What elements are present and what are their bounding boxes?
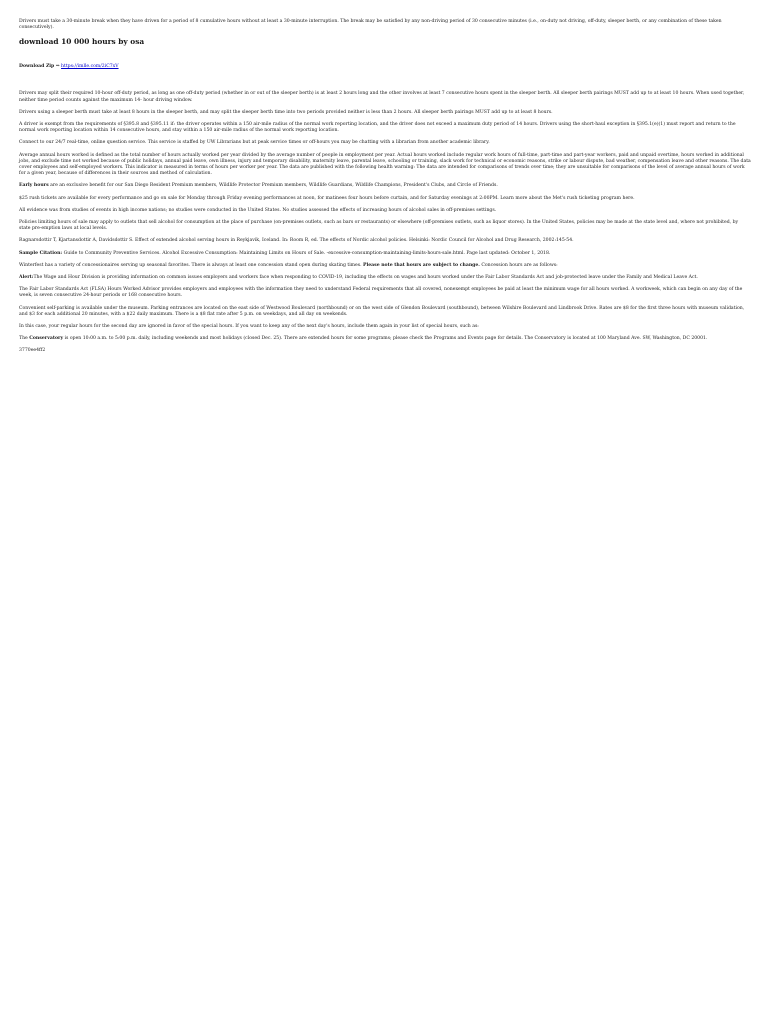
paragraph-split-off-duty: Drivers may split their required 10-hour off-duty period, as long as one off-duty period (whether in or out of the sleeper berth) is at least 2 hours long and the other involves at least 7 consecutive hours spent in the sleeper berth. All sleeper berth pairings MUST add up to at least 10 hours. When used together, neither time period counts against the maximum 14- hour driving window.: [19, 91, 745, 103]
paragraph-alert: [19, 275, 751, 281]
paragraph-early-hours: [19, 183, 751, 189]
download-label: Download Zip: [19, 64, 55, 70]
download-line: [19, 64, 751, 69]
paragraph-special-hours: In this case, your regular hours for the second day are ignored in favor of the special hours. If you want to keep any of the next day's hours, include them again in your list of special hours, such as:: [19, 324, 479, 330]
paragraph-exemption: A driver is exempt from the requirements of §395.8 and §395.11 if: the driver operates within a 150 air-mile radius of the normal work reporting location, and the driver does not exceed a maximum duty period of 14 hours. Drivers using the short-haul exception in §395.1(e)(1) must report and return to the normal work reporting location within 14 consecutive hours, and stay within a 150 air-mile radius of the normal work reporting location.: [19, 122, 736, 134]
paragraph-librarian-chat: Connect to our 24/7 real-time, online question service. This service is staffed by UW Librarians but at peak service times or off-hours you may be chatting with a librarian from another academic library.: [19, 140, 490, 146]
paragraph-evidence: All evidence was from studies of events in high income nations; no studies were conducted in the United States. No studies assessed the effects of increasing hours of alcohol sales in off-premises settings.: [19, 207, 497, 213]
paragraph-sleeper-berth: Drivers using a sleeper berth must take at least 8 hours in the sleeper berth, and may split the sleeper berth time into two periods provided neither is less than 2 hours. All sleeper berth pairings MUST add up to at least 8 hours.: [19, 109, 553, 115]
winterfest-end: Concession hours are as follows:: [479, 262, 558, 268]
footer-code: 3770ee4ff2: [19, 348, 46, 354]
citation-text: Guide to Community Preventive Services. Alcohol Excessive Consumption: Maintaining Limits on Hours of Sale. -excessive-consumption-maintaining-limits-hours-sale.html. Page last updated: October 1, 2018.: [62, 250, 551, 256]
page-title: download 10 000 hours by osa: [19, 37, 145, 47]
paragraph-conservatory: [19, 336, 751, 342]
winterfest-text: Winterfest has a variety of concessionaires serving up seasonal favorites. There is always at least one concession stand open during skating times.: [19, 262, 364, 268]
download-link[interactable]: https://imlle.com/2iC7xV: [61, 64, 119, 70]
paragraph-reference: Ragnarsdottir T, Kjartansdottir A, Davidsdottir S. Effect of extended alcohol serving hours in Reykjavik, Iceland. In: Room R, ed. The effects of Nordic alcohol policies. Helsinki: Nordic Council for Alcohol and Drug Research, 2002:145-54.: [19, 238, 574, 244]
intro-paragraph: Drivers must take a 30-minute break when they have driven for a period of 8 cumulative hours without at least a 30-minute interruption. The break may be satisfied by any non-driving period of 30 consecutive minutes (i.e., on-duty not driving, off-duty, sleeper berth, or any combination of these taken consecutively).: [19, 19, 722, 31]
paragraph-annual-hours: Average annual hours worked is defined as the total number of hours actually worked per year divided by the average number of people in employment per year. Actual hours worked include regular work hours of full-time, part-time and part-year workers, paid and unpaid overtime, hours worked in additional jobs, and exclude time not worked because of public holidays, annual paid leave, own illness, injury and temporary disability, maternity leave, parental leave, schooling or training, slack work for technical or economic reasons, strike or labour dispute, bad weather, compensation leave and other reasons. The data cover employees and self-employed workers. This indicator is measured in terms of hours per worker per year. The data are published with the following health warning: The data are intended for comparisons of trends over time; they are unsuitable for comparisons of the level of average annual hours of work for a given year, because of differences in their sources and method of calculation.: [19, 152, 751, 177]
citation-label: Sample Citation:: [19, 250, 63, 256]
alert-text: The Wage and Hour Division is providing information on common issues employers and workers face when responding to COVID-19, including the effects on wages and hours worked under the Fair Labor Standards Act and job-protected leave under the Family and Medical Leave Act.: [33, 275, 698, 281]
paragraph-citation: [19, 251, 751, 257]
download-separator: ⇒: [54, 64, 62, 70]
conservatory-label: Conservatory: [29, 336, 64, 342]
early-hours-text: are an exclusive benefit for our San Diego Resident Premium members, Wildlife Protector Premium members, Wildlife Guardians, Wildlife Champions, President's Clubs, and Circle of Friends.: [48, 183, 498, 189]
document-page: [0, 0, 770, 355]
paragraph-policies: Policies limiting hours of sale may apply to outlets that sell alcohol for consumption at the place of purchase (on-premises outlets, such as bars or restaurants) or elsewhere (off-premises outlets, such as liquor stores). In the United States, policies may be made at the state level and, where not prohibited, by state pre-emption laws at local levels.: [19, 220, 739, 232]
early-hours-label: Early hours: [19, 183, 49, 189]
paragraph-parking: Convenient self-parking is available under the museum. Parking entrances are located on the east side of Westwood Boulevard (northbound) or on the west side of Glendon Boulevard (southbound), between Wilshire Boulevard and Lindbrook Drive. Rates are $8 for the first three hours with museum validation, and $3 for each additional 20 minutes, with a $22 daily maximum. There is a $8 flat rate after 5 p.m. on weekdays, and all day on weekends.: [19, 305, 745, 317]
alert-label: Alert:: [19, 275, 34, 281]
winterfest-note: Please note that hours are subject to change.: [363, 262, 480, 268]
conservatory-start: The: [19, 336, 30, 342]
paragraph-winterfest: [19, 263, 751, 269]
paragraph-flsa: The Fair Labor Standards Act (FLSA) Hours Worked Advisor provides employers and employees with the information they need to understand Federal requirements that all covered, nonexempt employees be paid at least the minimum wage for all hours worked. A workweek, which can begin on any day of the week, is seven consecutive 24-hour periods or 168 consecutive hours.: [19, 287, 743, 299]
paragraph-rush-tickets: $25 rush tickets are available for every performance and go on sale for Monday through Friday evening performances at noon, for matinees four hours before curtain, and for Saturday evenings at 2:00PM. Learn more about the Met's rush ticketing program here.: [19, 195, 635, 201]
conservatory-text: is open 10:00 a.m. to 5:00 p.m. daily, including weekends and most holidays (closed Dec. 25). There are extended hours for some programs; please check the Programs and Events page for details. The Conservatory is located at 100 Maryland Ave. SW, Washington, DC 20001.: [63, 336, 708, 342]
